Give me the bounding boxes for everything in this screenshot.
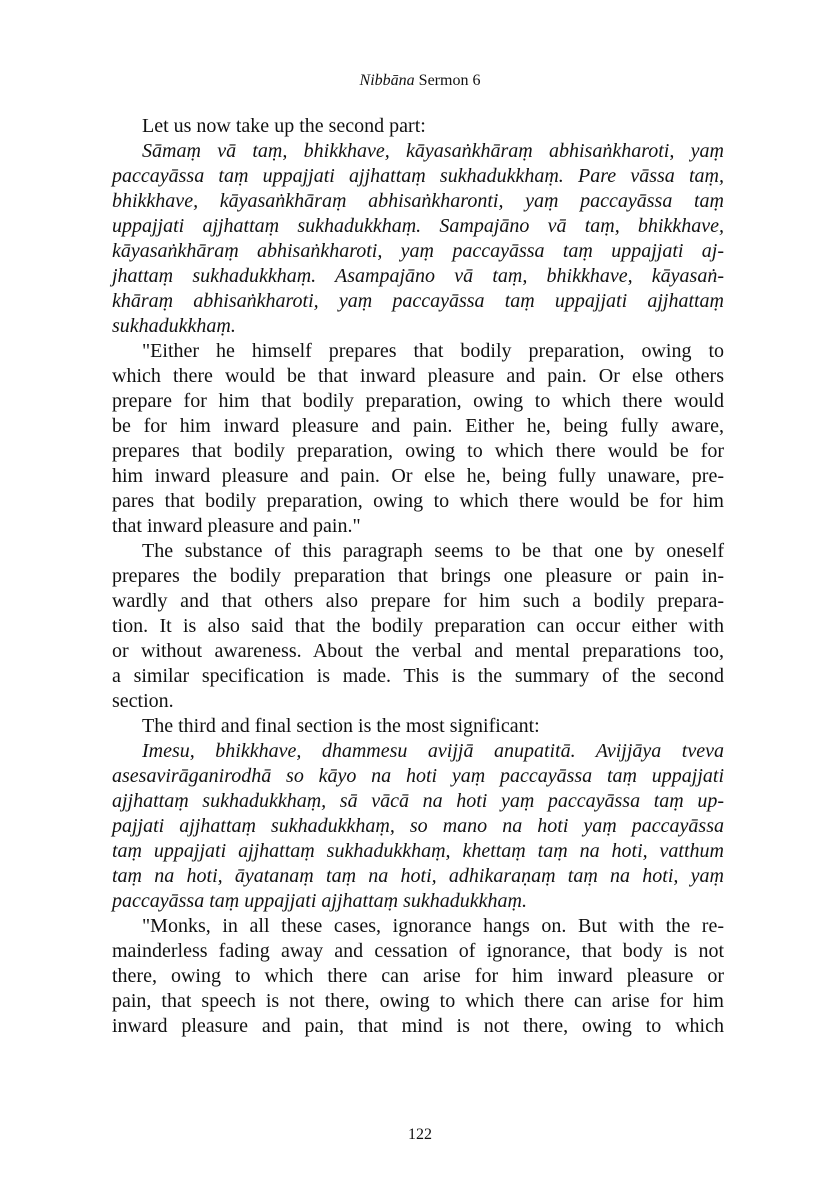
text-line: there, owing to which there can arise for him inward pleasure or <box>112 965 724 987</box>
text-line: taṃ uppajjati ajjhattaṃ sukhadukkhaṃ, khettaṃ taṃ na hoti, vatthum <box>112 840 724 862</box>
text-line: jhattaṃ sukhadukkhaṃ. Asampajāno vā taṃ, bhikkhave, kāyasaṅ- <box>112 265 724 287</box>
text-line: Imesu, bhikkhave, dhammesu avijjā anupatitā. Avijjāya tveva <box>142 740 724 762</box>
text-line: inward pleasure and pain, that mind is not there, owing to which <box>112 1015 724 1037</box>
paragraph <box>112 914 724 1039</box>
page-number: 122 <box>408 1126 432 1143</box>
text-line: uppajjati ajjhattaṃ sukhadukkhaṃ. Sampajāno vā taṃ, bhikkhave, <box>112 215 724 237</box>
text-line: ajjhattaṃ sukhadukkhaṃ, sā vācā na hoti yaṃ paccayāssa taṃ up- <box>112 790 724 812</box>
text-line: bhikkhave, kāyasaṅkhāraṃ abhisaṅkharonti, yaṃ paccayāssa taṃ <box>112 190 724 212</box>
text-line: "Either he himself prepares that bodily preparation, owing to <box>142 340 724 362</box>
text-line: khāraṃ abhisaṅkharoti, yaṃ paccayāssa taṃ uppajjati ajjhattaṃ <box>112 290 724 312</box>
page-body <box>112 114 724 1039</box>
paragraph <box>112 114 724 139</box>
text-line: tion. It is also said that the bodily preparation can occur either with <box>112 615 724 637</box>
pali-quote-paragraph <box>112 139 724 339</box>
text-line: him inward pleasure and pain. Or else he, being fully unaware, pre- <box>112 465 724 487</box>
paragraph <box>112 339 724 539</box>
text-line: paccayāssa taṃ uppajjati ajjhattaṃ sukhadukkhaṃ. Pare vāssa taṃ, <box>112 165 724 187</box>
text-line: The substance of this paragraph seems to be that one by oneself <box>142 540 724 562</box>
text-line: sukhadukkhaṃ. <box>112 315 236 337</box>
text-line: prepares the bodily preparation that brings one pleasure or pain in- <box>112 565 724 587</box>
text-line: paccayāssa taṃ uppajjati ajjhattaṃ sukhadukkhaṃ. <box>112 890 527 912</box>
text-line: section. <box>112 690 174 712</box>
paragraph <box>112 714 724 739</box>
text-line: wardly and that others also prepare for him such a bodily prepara- <box>112 590 724 612</box>
text-line: that inward pleasure and pain." <box>112 515 361 537</box>
header-title-italic: Nibbāna <box>359 72 415 89</box>
header-title-rest: Sermon 6 <box>414 72 481 89</box>
text-line: which there would be that inward pleasure and pain. Or else others <box>112 365 724 387</box>
text-line: or without awareness. About the verbal and mental preparations too, <box>112 640 724 662</box>
text-line: Let us now take up the second part: <box>142 115 426 137</box>
text-line: prepares that bodily preparation, owing to which there would be for <box>112 440 724 462</box>
text-line: a similar specification is made. This is the summary of the second <box>112 665 724 687</box>
pali-quote-paragraph <box>112 739 724 914</box>
text-line: pares that bodily preparation, owing to which there would be for him <box>112 490 724 512</box>
paragraph <box>112 539 724 714</box>
text-line: "Monks, in all these cases, ignorance hangs on. But with the re- <box>142 915 724 937</box>
text-line: Sāmaṃ vā taṃ, bhikkhave, kāyasaṅkhāraṃ abhisaṅkharoti, yaṃ <box>142 140 724 162</box>
text-line: mainderless fading away and cessation of ignorance, that body is not <box>112 940 724 962</box>
text-line: prepare for him that bodily preparation, owing to which there would <box>112 390 724 412</box>
text-line: The third and final section is the most significant: <box>142 715 540 737</box>
text-line: be for him inward pleasure and pain. Either he, being fully aware, <box>112 415 724 437</box>
text-line: taṃ na hoti, āyatanaṃ taṃ na hoti, adhikaraṇaṃ taṃ na hoti, yaṃ <box>112 865 724 887</box>
running-header <box>0 72 840 90</box>
text-line: asesavirāganirodhā so kāyo na hoti yaṃ paccayāssa taṃ uppajjati <box>112 765 724 787</box>
text-line: pajjati ajjhattaṃ sukhadukkhaṃ, so mano na hoti yaṃ paccayāssa <box>112 815 724 837</box>
text-line: kāyasaṅkhāraṃ abhisaṅkharoti, yaṃ paccayāssa taṃ uppajjati aj- <box>112 240 724 262</box>
text-line: pain, that speech is not there, owing to which there can arise for him <box>112 990 724 1012</box>
